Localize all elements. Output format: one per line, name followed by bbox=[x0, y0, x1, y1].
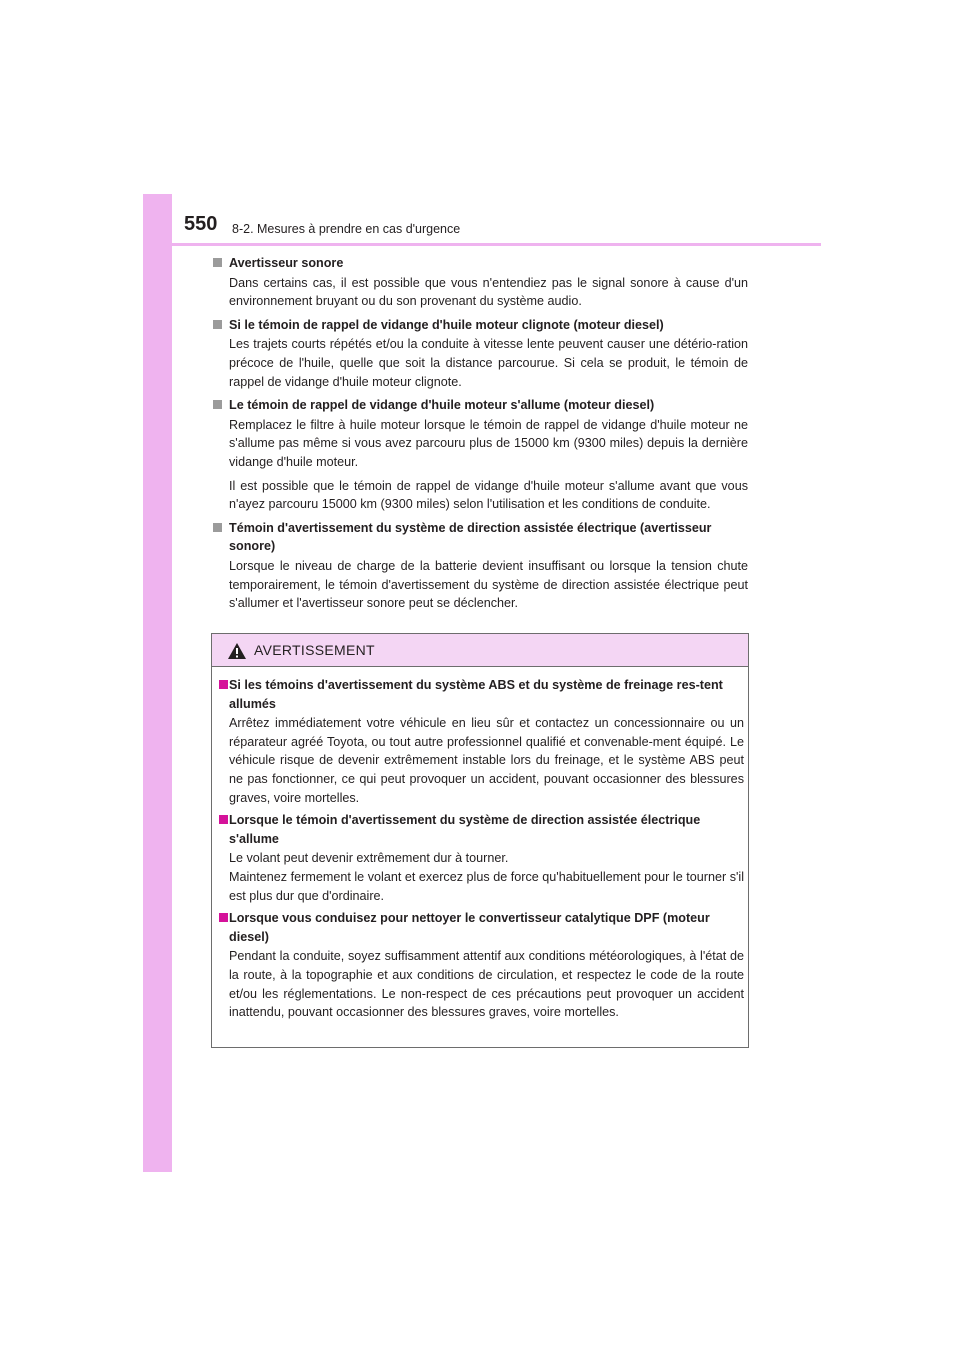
header-rule bbox=[172, 243, 821, 246]
square-bullet-icon bbox=[219, 680, 228, 689]
paragraph: Arrêtez immédiatement votre véhicule en lieu sûr et contactez un concessionnaire ou un réparateur agréé Toyota, ou tout autre professionnel qualifié et convenable-ment équipé. Le véhicule risque de devenir extrêmement instable lors du freinage, et le système ABS peut ne pas fonctionner, ce qui peut provoquer un accident, pouvant occasionner des blessures graves, voire mortelles. bbox=[229, 716, 744, 805]
chapter-side-band bbox=[143, 194, 172, 1172]
page-number: 550 bbox=[184, 213, 218, 235]
square-bullet-icon bbox=[219, 815, 228, 824]
section-title: Témoin d'avertissement du système de direction assistée électrique (avertisseur sonore) bbox=[229, 520, 712, 554]
square-bullet-icon bbox=[213, 523, 222, 532]
square-bullet-icon bbox=[213, 258, 222, 267]
paragraph: Les trajets courts répétés et/ou la conduite à vitesse lente peuvent causer une détério-ration précoce de l'huile, quelle que soit la distance parcourue. Si cela se produit, le témoin de rappel de vidange d'huile moteur clignote. bbox=[229, 337, 748, 389]
warning-box bbox=[211, 633, 749, 1048]
section-title: Si le témoin de rappel de vidange d'huile moteur clignote (moteur diesel) bbox=[229, 317, 664, 332]
warning-body bbox=[217, 676, 744, 1026]
section-eps-warning bbox=[212, 519, 748, 613]
paragraph: Dans certains cas, il est possible que vous n'entendiez pas le signal sonore à cause d'un environnement bruyant ou du son provenant du système audio. bbox=[229, 275, 748, 309]
section-oil-reminder-on bbox=[212, 396, 748, 514]
warning-section-abs-brake bbox=[217, 676, 744, 807]
paragraph: Maintenez fermement le volant et exercez plus de force qu'habituellement pour le tourner s'il est plus dur que d'ordinaire. bbox=[229, 869, 744, 903]
paragraph: Il est possible que le témoin de rappel de vidange d'huile moteur s'allume avant que vous n'ayez parcouru 15000 km (9300 miles) selon l'utilisation et les conditions de conduite. bbox=[229, 478, 748, 512]
section-title: Le témoin de rappel de vidange d'huile moteur s'allume (moteur diesel) bbox=[229, 398, 655, 413]
chapter-title: 8-2. Mesures à prendre en cas d'urgence bbox=[232, 222, 461, 236]
square-bullet-icon bbox=[213, 320, 222, 329]
section-title: Lorsque vous conduisez pour nettoyer le convertisseur catalytique DPF (moteur diesel) bbox=[229, 911, 710, 944]
paragraph: Remplacez le filtre à huile moteur lorsque le témoin de rappel de vidange d'huile moteur ne s'allume pas même si vous avez parcouru plus de 15000 km (9300 miles) depuis la dernière vidange d'huile moteur. bbox=[229, 417, 748, 469]
section-oil-reminder-blinking bbox=[212, 316, 748, 391]
warning-section-dpf bbox=[217, 909, 744, 1022]
section-horn bbox=[212, 254, 748, 311]
warning-title: AVERTISSEMENT bbox=[254, 642, 375, 658]
paragraph: Le volant peut devenir extrêmement dur à tourner. bbox=[229, 851, 509, 866]
warning-triangle-icon bbox=[227, 642, 247, 660]
section-title: Avertisseur sonore bbox=[229, 256, 344, 270]
section-title: Lorsque le témoin d'avertissement du système de direction assistée électrique s'allume bbox=[229, 813, 701, 846]
warning-header bbox=[212, 634, 748, 667]
warning-section-eps bbox=[217, 811, 744, 905]
paragraph: Lorsque le niveau de charge de la batterie devient insuffisant ou lorsque la tension chute temporairement, le témoin d'avertissement du système de direction assistée électrique peut s'allumer et l'avertisseur sonore peut se déclencher. bbox=[229, 558, 748, 611]
square-bullet-icon bbox=[213, 400, 222, 409]
section-title: Si les témoins d'avertissement du système ABS et du système de freinage res-tent allumés bbox=[229, 678, 723, 711]
paragraph: Pendant la conduite, soyez suffisamment attentif aux conditions météorologiques, à l'état de la route, à la topographie et aux conditions de circulation, et respectez le code de la route et/ou les réglementations. Le non-respect de ces précautions peut provoquer un accident inattendu, pouvant occasionner des blessures graves, voire mortelles. bbox=[229, 949, 744, 1020]
main-content bbox=[212, 254, 748, 618]
square-bullet-icon bbox=[219, 913, 228, 922]
